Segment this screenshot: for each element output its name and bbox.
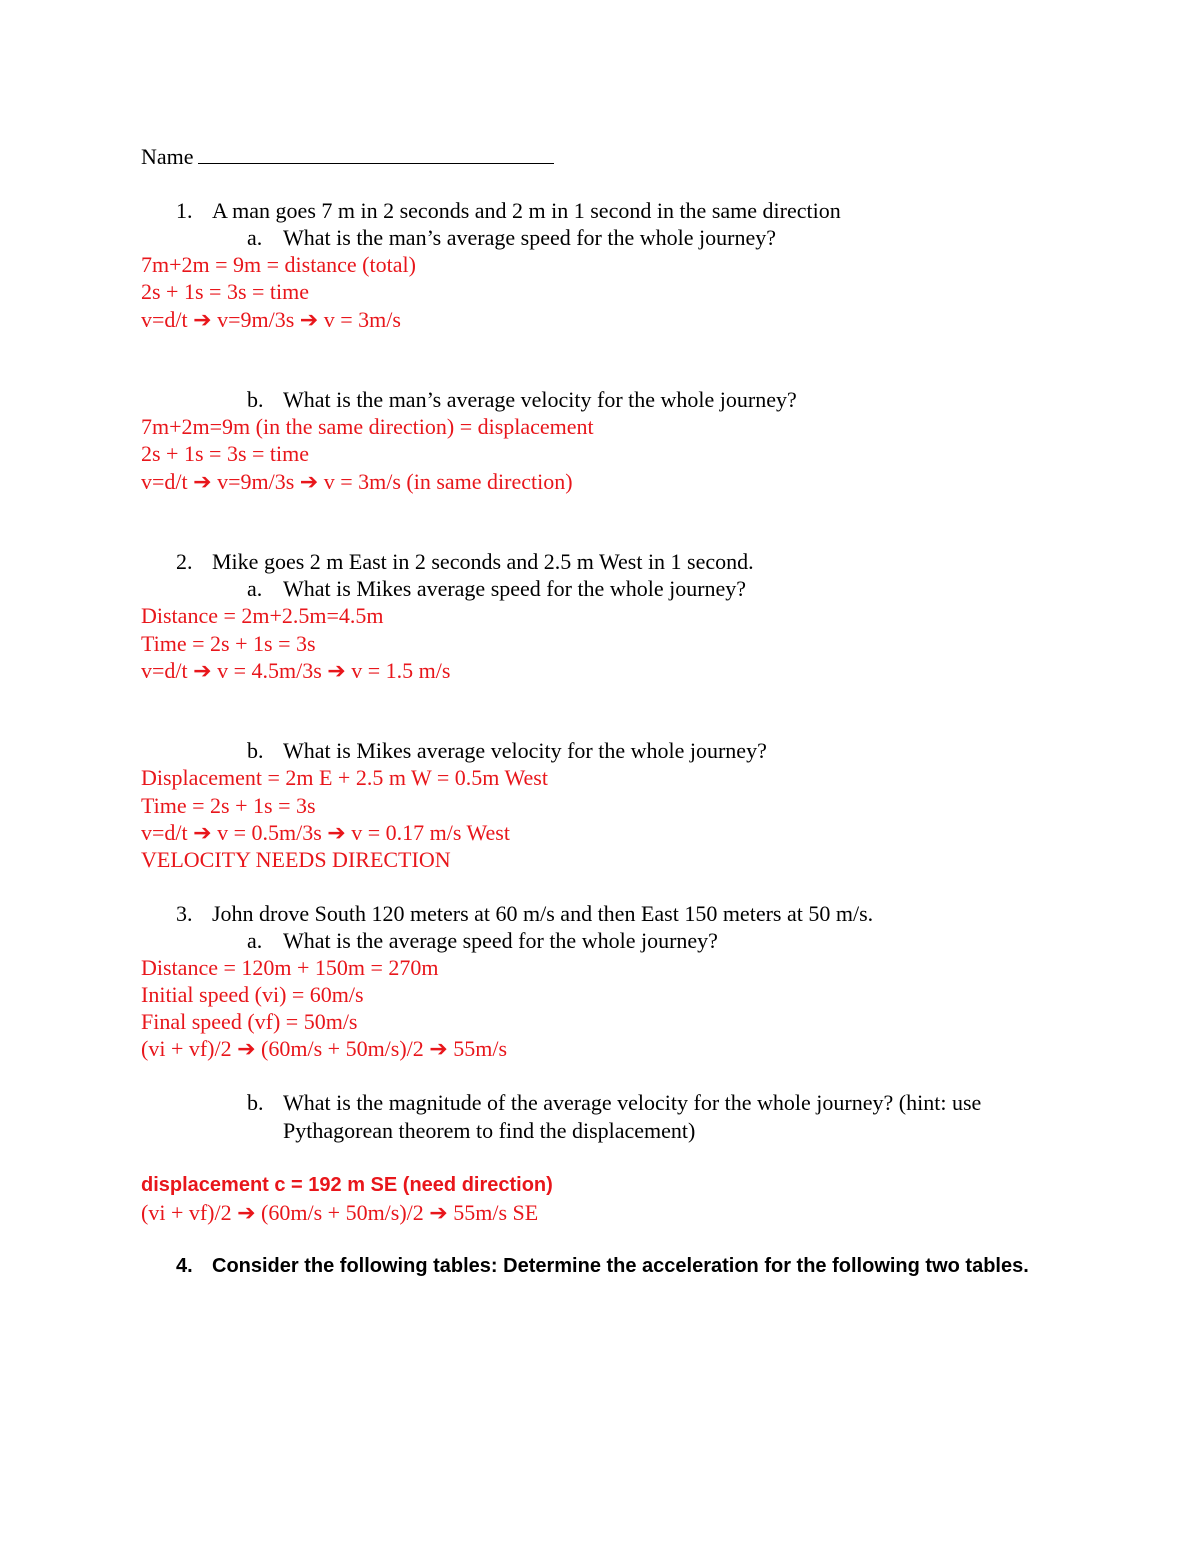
q1a-answer-line: 2s + 1s = 3s = time	[141, 279, 310, 304]
q3-number: 3.	[176, 901, 193, 926]
q3a-answer-line: (vi + vf)/2 ➔ (60m/s + 50m/s)/2 ➔ 55m/s	[141, 1036, 508, 1061]
q2a-question: What is Mikes average speed for the whole journey?	[283, 576, 747, 601]
name-label: Name	[141, 144, 194, 169]
q1b-letter: b.	[247, 387, 264, 412]
q2b-answer-line: VELOCITY NEEDS DIRECTION	[141, 847, 451, 872]
q3a-answer-line: Distance = 120m + 150m = 270m	[141, 955, 439, 980]
q3b-question-line1: What is the magnitude of the average velocity for the whole journey? (hint: use	[283, 1090, 982, 1115]
q1b-answer-line: 7m+2m=9m (in the same direction) = displacement	[141, 414, 594, 439]
q2-text: Mike goes 2 m East in 2 seconds and 2.5 m West in 1 second.	[212, 549, 754, 574]
q1a-answer-line: 7m+2m = 9m = distance (total)	[141, 252, 416, 277]
q3a-question: What is the average speed for the whole journey?	[283, 928, 718, 953]
q1-number: 1.	[176, 198, 193, 223]
q2a-answer-line: v=d/t ➔ v = 4.5m/3s ➔ v = 1.5 m/s	[141, 658, 451, 683]
q3-text: John drove South 120 meters at 60 m/s and then East 150 meters at 50 m/s.	[212, 901, 874, 926]
q1a-question: What is the man’s average speed for the whole journey?	[283, 225, 776, 250]
q2a-answer-line: Distance = 2m+2.5m=4.5m	[141, 603, 384, 628]
q1a-answer-line: v=d/t ➔ v=9m/3s ➔ v = 3m/s	[141, 307, 401, 332]
q2b-letter: b.	[247, 738, 264, 763]
q4-number: 4.	[176, 1255, 193, 1277]
q3b-letter: b.	[247, 1090, 264, 1115]
name-field	[141, 143, 554, 170]
q2b-answer-line: Time = 2s + 1s = 3s	[141, 793, 316, 818]
q1a-letter: a.	[247, 225, 263, 250]
q1-text: A man goes 7 m in 2 seconds and 2 m in 1 second in the same direction	[212, 198, 841, 223]
q2a-letter: a.	[247, 576, 263, 601]
q2-number: 2.	[176, 549, 193, 574]
q3b-answer-line: (vi + vf)/2 ➔ (60m/s + 50m/s)/2 ➔ 55m/s SE	[141, 1200, 539, 1225]
q3a-letter: a.	[247, 928, 263, 953]
q1b-question: What is the man’s average velocity for the whole journey?	[283, 387, 797, 412]
name-blank-line	[198, 143, 554, 164]
q2b-question: What is Mikes average velocity for the whole journey?	[283, 738, 767, 763]
q4-text: Consider the following tables: Determine the acceleration for the following two tables.	[212, 1255, 1029, 1277]
q3b-answer-bold: displacement c = 192 m SE (need direction)	[141, 1174, 553, 1196]
q2b-answer-line: Displacement = 2m E + 2.5 m W = 0.5m West	[141, 765, 548, 790]
q1b-answer-line: 2s + 1s = 3s = time	[141, 441, 310, 466]
q2a-answer-line: Time = 2s + 1s = 3s	[141, 631, 316, 656]
q2b-answer-line: v=d/t ➔ v = 0.5m/3s ➔ v = 0.17 m/s West	[141, 820, 510, 845]
q3b-question-line2: Pythagorean theorem to find the displacement)	[283, 1118, 696, 1143]
q1b-answer-line: v=d/t ➔ v=9m/3s ➔ v = 3m/s (in same direction)	[141, 469, 573, 494]
q3a-answer-line: Final speed (vf) = 50m/s	[141, 1009, 358, 1034]
q3a-answer-line: Initial speed (vi) = 60m/s	[141, 982, 364, 1007]
